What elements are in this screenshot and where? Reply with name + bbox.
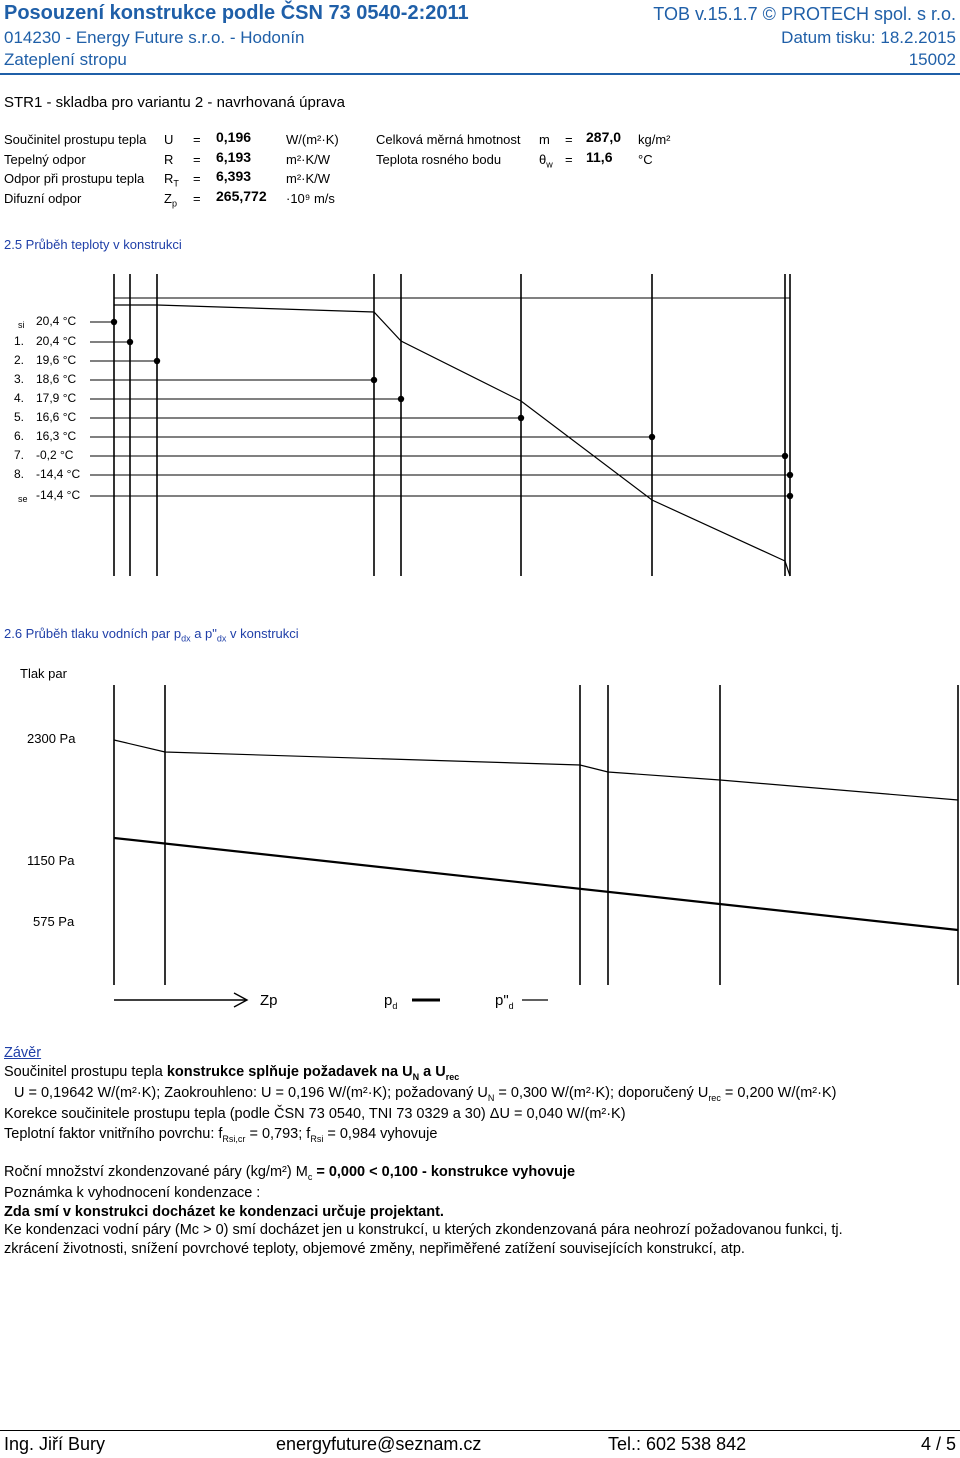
param-symbol-text: θ <box>539 152 547 167</box>
conclusion-sub: N <box>412 1071 420 1082</box>
conclusion-text: Teplotní faktor vnitřního povrchu: f <box>4 1126 223 1142</box>
param-value: 287,0 <box>586 129 622 145</box>
legend-pd-label: p <box>384 992 393 1009</box>
param-value: 6,193 <box>216 149 252 165</box>
temp-point-label: 3. <box>14 372 25 386</box>
temp-point-label: 6. <box>14 429 25 443</box>
conclusion-text: = 0,200 W/(m²·K) <box>720 1085 837 1101</box>
temp-point-value: -14,4 °C <box>36 488 81 502</box>
conclusion-line: zkrácení životnosti, snížení povrchové teploty, objemové změny, nepřiměřené zatížení souvisejících konstrukcí, atp. <box>4 1241 745 1257</box>
param-unit: m²·K/W <box>286 171 331 186</box>
conclusion-line: Zda smí v konstrukci docházet ke kondenzaci určuje projektant. <box>4 1204 444 1220</box>
conclusion-text: konstrukce splňuje požadavek na U <box>166 1064 413 1080</box>
temp-point-label: 1. <box>14 334 25 348</box>
temp-point <box>787 472 793 478</box>
legend-psat-sub: d <box>508 1001 514 1011</box>
pressure-tick-label: 2300 Pa <box>27 731 76 746</box>
temp-point-value: 18,6 °C <box>36 372 77 386</box>
temperature-chart <box>90 274 793 576</box>
conclusion-text: U = 0,19642 W/(m²·K); Zaokrouhleno: U = 0,196 W/(m²·K); požadovaný U <box>14 1085 488 1101</box>
pressure-section-title <box>4 626 299 644</box>
temperature-profile <box>114 305 790 576</box>
param-label: Celková měrná hmotnost <box>376 132 521 147</box>
param-equals: = <box>193 191 201 206</box>
conclusion-line: Ke kondenzaci vodní páry (Mc > 0) smí docházet jen u konstrukcí, u kterých zkondenzovaná pára neohrozí požadovanou funkci, tj. <box>4 1222 843 1238</box>
param-equals: = <box>193 171 201 186</box>
legend-psat <box>495 992 514 1011</box>
temp-point <box>154 358 160 364</box>
project-code: 15002 <box>908 50 956 69</box>
param-value: 265,772 <box>216 188 267 204</box>
conclusion-text: a U <box>419 1064 446 1080</box>
temp-point-value: 17,9 °C <box>36 391 77 405</box>
temp-point <box>111 319 117 325</box>
temp-point-label: se <box>18 494 28 504</box>
temp-point-value: -14,4 °C <box>36 467 81 481</box>
pressure-title-part: a p" <box>190 626 217 641</box>
temp-point <box>398 396 404 402</box>
param-equals: = <box>565 132 573 147</box>
document-title: Posouzení konstrukce podle ČSN 73 0540-2:2011 <box>4 2 469 24</box>
param-value: 0,196 <box>216 129 252 145</box>
pressure-chart <box>114 685 958 1007</box>
print-date: Datum tisku: 18.2.2015 <box>781 28 956 47</box>
temp-point-label: 8. <box>14 467 25 481</box>
conclusion-line <box>14 1085 836 1103</box>
param-label: Součinitel prostupu tepla <box>4 132 147 147</box>
conclusion-sub: Rsi,cr <box>222 1133 246 1144</box>
footer-email: energyfuture@seznam.cz <box>276 1434 482 1454</box>
conclusion-text: Roční množství zkondenzované páry (kg/m²) M <box>4 1164 308 1180</box>
param-symbol-sub: w <box>546 159 553 170</box>
param-symbol-text: R <box>164 152 174 167</box>
param-value: 6,393 <box>216 168 252 184</box>
param-equals: = <box>565 152 573 167</box>
temp-point <box>787 493 793 499</box>
temp-point <box>518 415 524 421</box>
conclusion-sub: c <box>307 1171 313 1182</box>
param-symbol-text: U <box>164 132 174 147</box>
param-unit: ·10⁹ m/s <box>286 191 335 206</box>
param-equals: = <box>193 152 201 167</box>
temp-point-value: 20,4 °C <box>36 314 77 328</box>
conclusion-line <box>4 1126 437 1144</box>
temp-point-label: si <box>18 320 25 330</box>
conclusion-line: Poznámka k vyhodnocení kondenzace : <box>4 1185 261 1201</box>
conclusion-text: = 0,300 W/(m²·K); doporučený U <box>494 1085 709 1101</box>
temp-point-label: 5. <box>14 410 25 424</box>
temp-point <box>649 434 655 440</box>
temp-point-value: 19,6 °C <box>36 353 77 367</box>
temp-point <box>782 453 788 459</box>
temp-point <box>371 377 377 383</box>
program-version: TOB v.15.1.7 © PROTECH spol. s r.o. <box>653 4 956 24</box>
param-label: Difuzní odpor <box>4 191 82 206</box>
param-label: Teplota rosného bodu <box>376 152 502 167</box>
temp-point-value: 16,6 °C <box>36 410 77 424</box>
footer-author: Ing. Jiří Bury <box>4 1434 106 1454</box>
param-unit: °C <box>638 152 653 167</box>
conclusion-title: Závěr <box>4 1045 42 1061</box>
conclusion-text: = 0,793; f <box>245 1126 311 1142</box>
pressure-title-sub: dx <box>181 633 191 644</box>
composition-title: STR1 - skladba pro variantu 2 - navrhovaná úprava <box>4 94 346 111</box>
temp-point-value: -0,2 °C <box>36 448 74 462</box>
conclusion-sub: N <box>487 1092 495 1103</box>
legend-pd-sub: d <box>392 1001 398 1011</box>
legend-psat-label: p" <box>495 992 509 1009</box>
temp-point-label: 7. <box>14 448 25 462</box>
legend-pd <box>384 992 397 1011</box>
conclusion-sub: rec <box>708 1092 721 1103</box>
temp-point-label: 2. <box>14 353 25 367</box>
param-symbol-text: R <box>164 171 174 186</box>
pressure-title-sub: dx <box>216 633 227 644</box>
footer-phone: Tel.: 602 538 842 <box>608 1434 747 1454</box>
param-symbol-text: Z <box>164 191 172 206</box>
pressure-title-part: 2.6 Průběh tlaku vodních par p <box>4 626 182 641</box>
conclusion-verdict: = 0,000 < 0,100 - konstrukce vyhovuje <box>312 1164 576 1180</box>
param-symbol-sub: p <box>171 198 177 209</box>
conclusion-sub: Rsi <box>310 1133 324 1144</box>
pressure-tick-label: 1150 Pa <box>27 853 75 868</box>
subject-name: Zateplení stropu <box>4 50 127 69</box>
param-equals: = <box>193 132 201 147</box>
saturation-pressure-line <box>114 740 958 800</box>
footer-page: 4 / 5 <box>920 1434 956 1454</box>
temp-point-label: 4. <box>14 391 25 405</box>
pressure-axis-label: Tlak par <box>20 666 67 681</box>
conclusion-text: Součinitel prostupu tepla <box>4 1064 167 1080</box>
pressure-tick-label: 575 Pa <box>33 914 75 929</box>
temp-point <box>127 339 133 345</box>
legend-zp: Zp <box>260 992 278 1009</box>
temp-point-value: 16,3 °C <box>36 429 77 443</box>
conclusion-line <box>4 1064 459 1082</box>
conclusion-text: = 0,984 vyhovuje <box>323 1126 438 1142</box>
param-label: Tepelný odpor <box>4 152 86 167</box>
conclusion-line <box>4 1164 575 1182</box>
param-value: 11,6 <box>586 149 613 165</box>
partial-pressure-line <box>114 838 958 930</box>
temp-point-value: 20,4 °C <box>36 334 77 348</box>
param-symbol-text: m <box>539 132 550 147</box>
param-unit: W/(m²·K) <box>286 132 339 147</box>
pressure-title-part: v konstrukci <box>226 626 299 641</box>
param-label: Odpor při prostupu tepla <box>4 171 145 186</box>
param-unit: kg/m² <box>638 132 671 147</box>
param-symbol-sub: T <box>173 178 179 189</box>
footer-rule <box>0 1430 960 1431</box>
param-unit: m²·K/W <box>286 152 331 167</box>
project-name: 014230 - Energy Future s.r.o. - Hodonín <box>4 28 305 47</box>
conclusion-line: Korekce součinitele prostupu tepla (podle ČSN 73 0540, TNI 73 0329 a 30) ΔU = 0,040 W/(m²·K) <box>4 1106 626 1122</box>
temperature-section-title: 2.5 Průběh teploty v konstrukci <box>4 237 182 252</box>
conclusion-sub: rec <box>445 1071 460 1082</box>
